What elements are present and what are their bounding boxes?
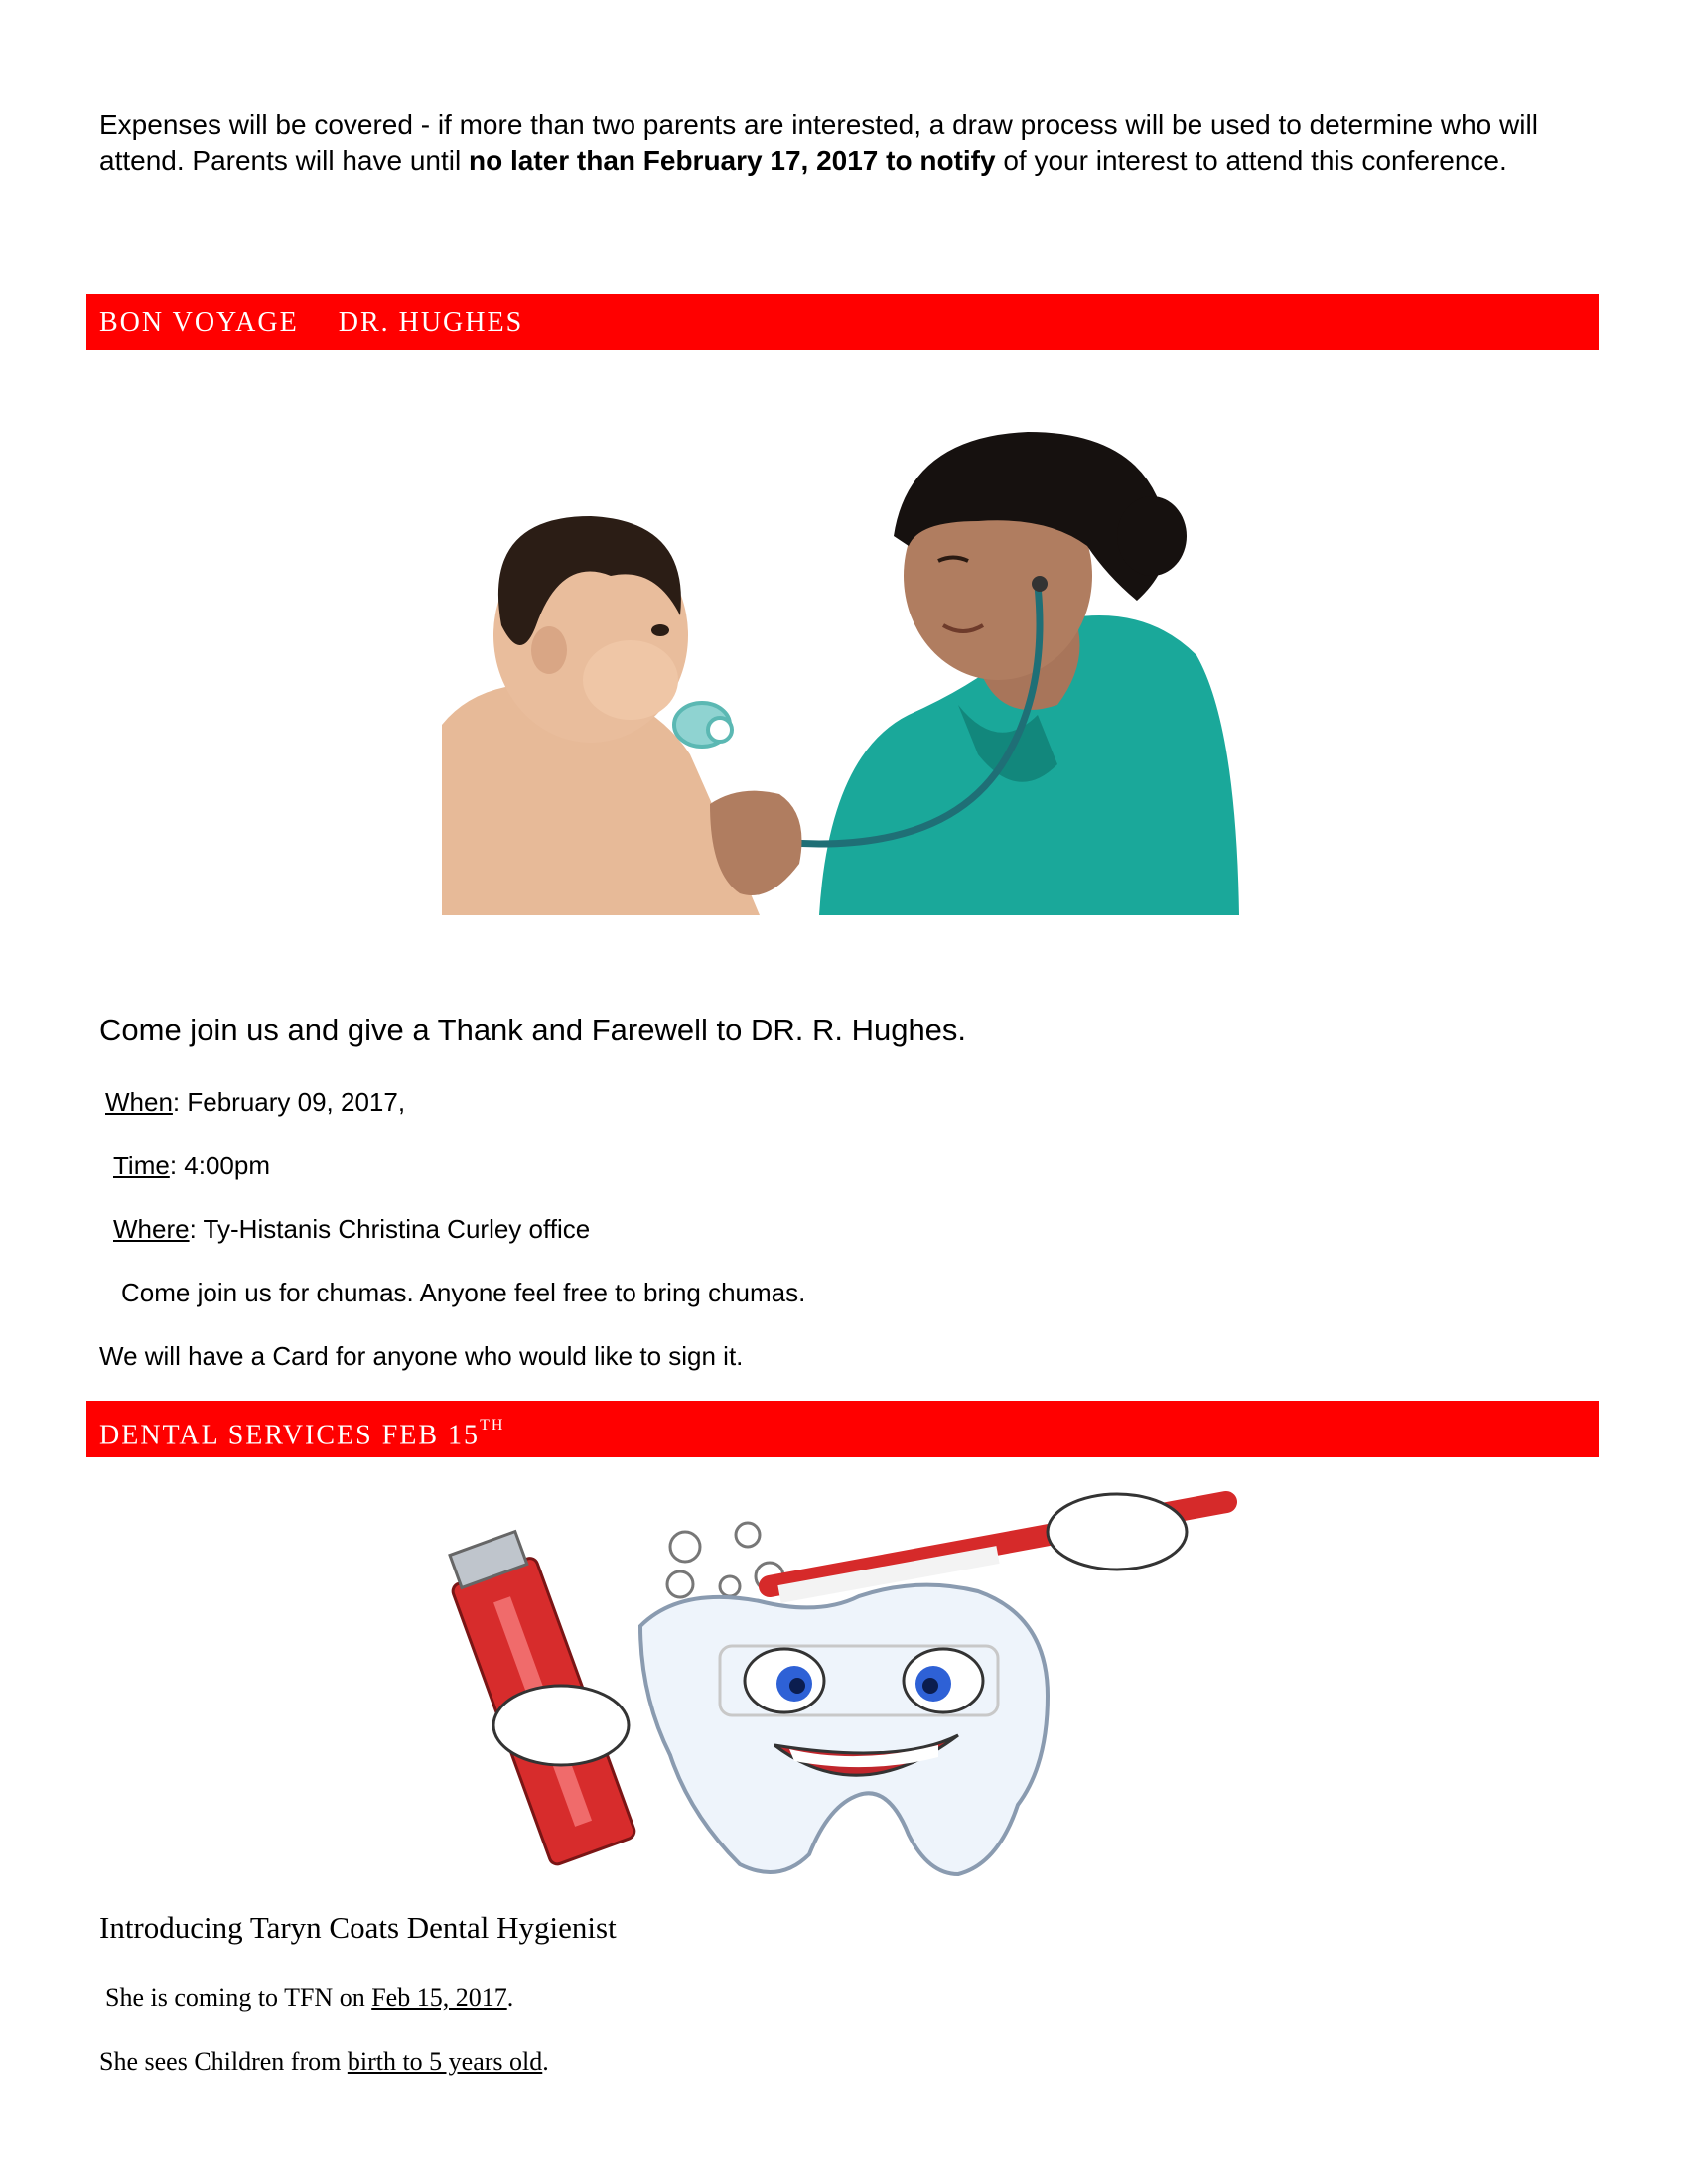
dental-banner-title: DENTAL SERVICES FEB 15 [99,1420,481,1451]
sees-line [99,2047,549,2077]
sees-suffix: . [542,2047,549,2076]
dental-services-banner [86,1401,1599,1457]
sees-range: birth to 5 years old [347,2047,543,2076]
hygienist-intro: Introducing Taryn Coats Dental Hygienist [99,1910,617,1945]
doctor-baby-photo [442,427,1239,915]
when-value: : February 09, 2017, [172,1087,406,1117]
dental-banner-sup: TH [480,1417,505,1433]
banner-title-left: BON VOYAGE [99,307,299,338]
coming-date: Feb 15, 2017 [371,1983,507,2012]
when-line [105,1087,405,1118]
where-line [113,1214,590,1245]
coming-line [105,1983,513,2013]
farewell-headline: Come join us and give a Thank and Farewell to DR. R. Hughes. [99,1013,967,1047]
intro-text-1: Expenses will be covered - if more than two parents are interested, a draw process will be used to determine who will attend. Parents will have until [99,109,1538,176]
when-label: When [105,1087,173,1117]
time-value: : 4:00pm [169,1151,270,1180]
intro-text-2: of your interest to attend this conference. [995,145,1507,176]
intro-deadline: no later than February 17, 2017 to notify [468,145,996,176]
time-label: Time [113,1151,170,1180]
tooth-cartoon [442,1467,1246,1884]
coming-suffix: . [506,1983,514,2012]
where-value: : Ty-Histanis Christina Curley office [189,1214,591,1244]
bon-voyage-banner [86,294,1599,350]
coming-prefix: She is coming to TFN on [105,1983,372,2012]
sees-prefix: She sees Children from [99,2047,348,2076]
chumas-line: Come join us for chumas. Anyone feel free to bring chumas. [121,1278,806,1307]
card-line: We will have a Card for anyone who would like to sign it. [99,1341,744,1371]
time-line [113,1151,270,1181]
intro-paragraph [99,107,1589,179]
where-label: Where [113,1214,190,1244]
banner-title-right: DR. HUGHES [338,307,524,338]
